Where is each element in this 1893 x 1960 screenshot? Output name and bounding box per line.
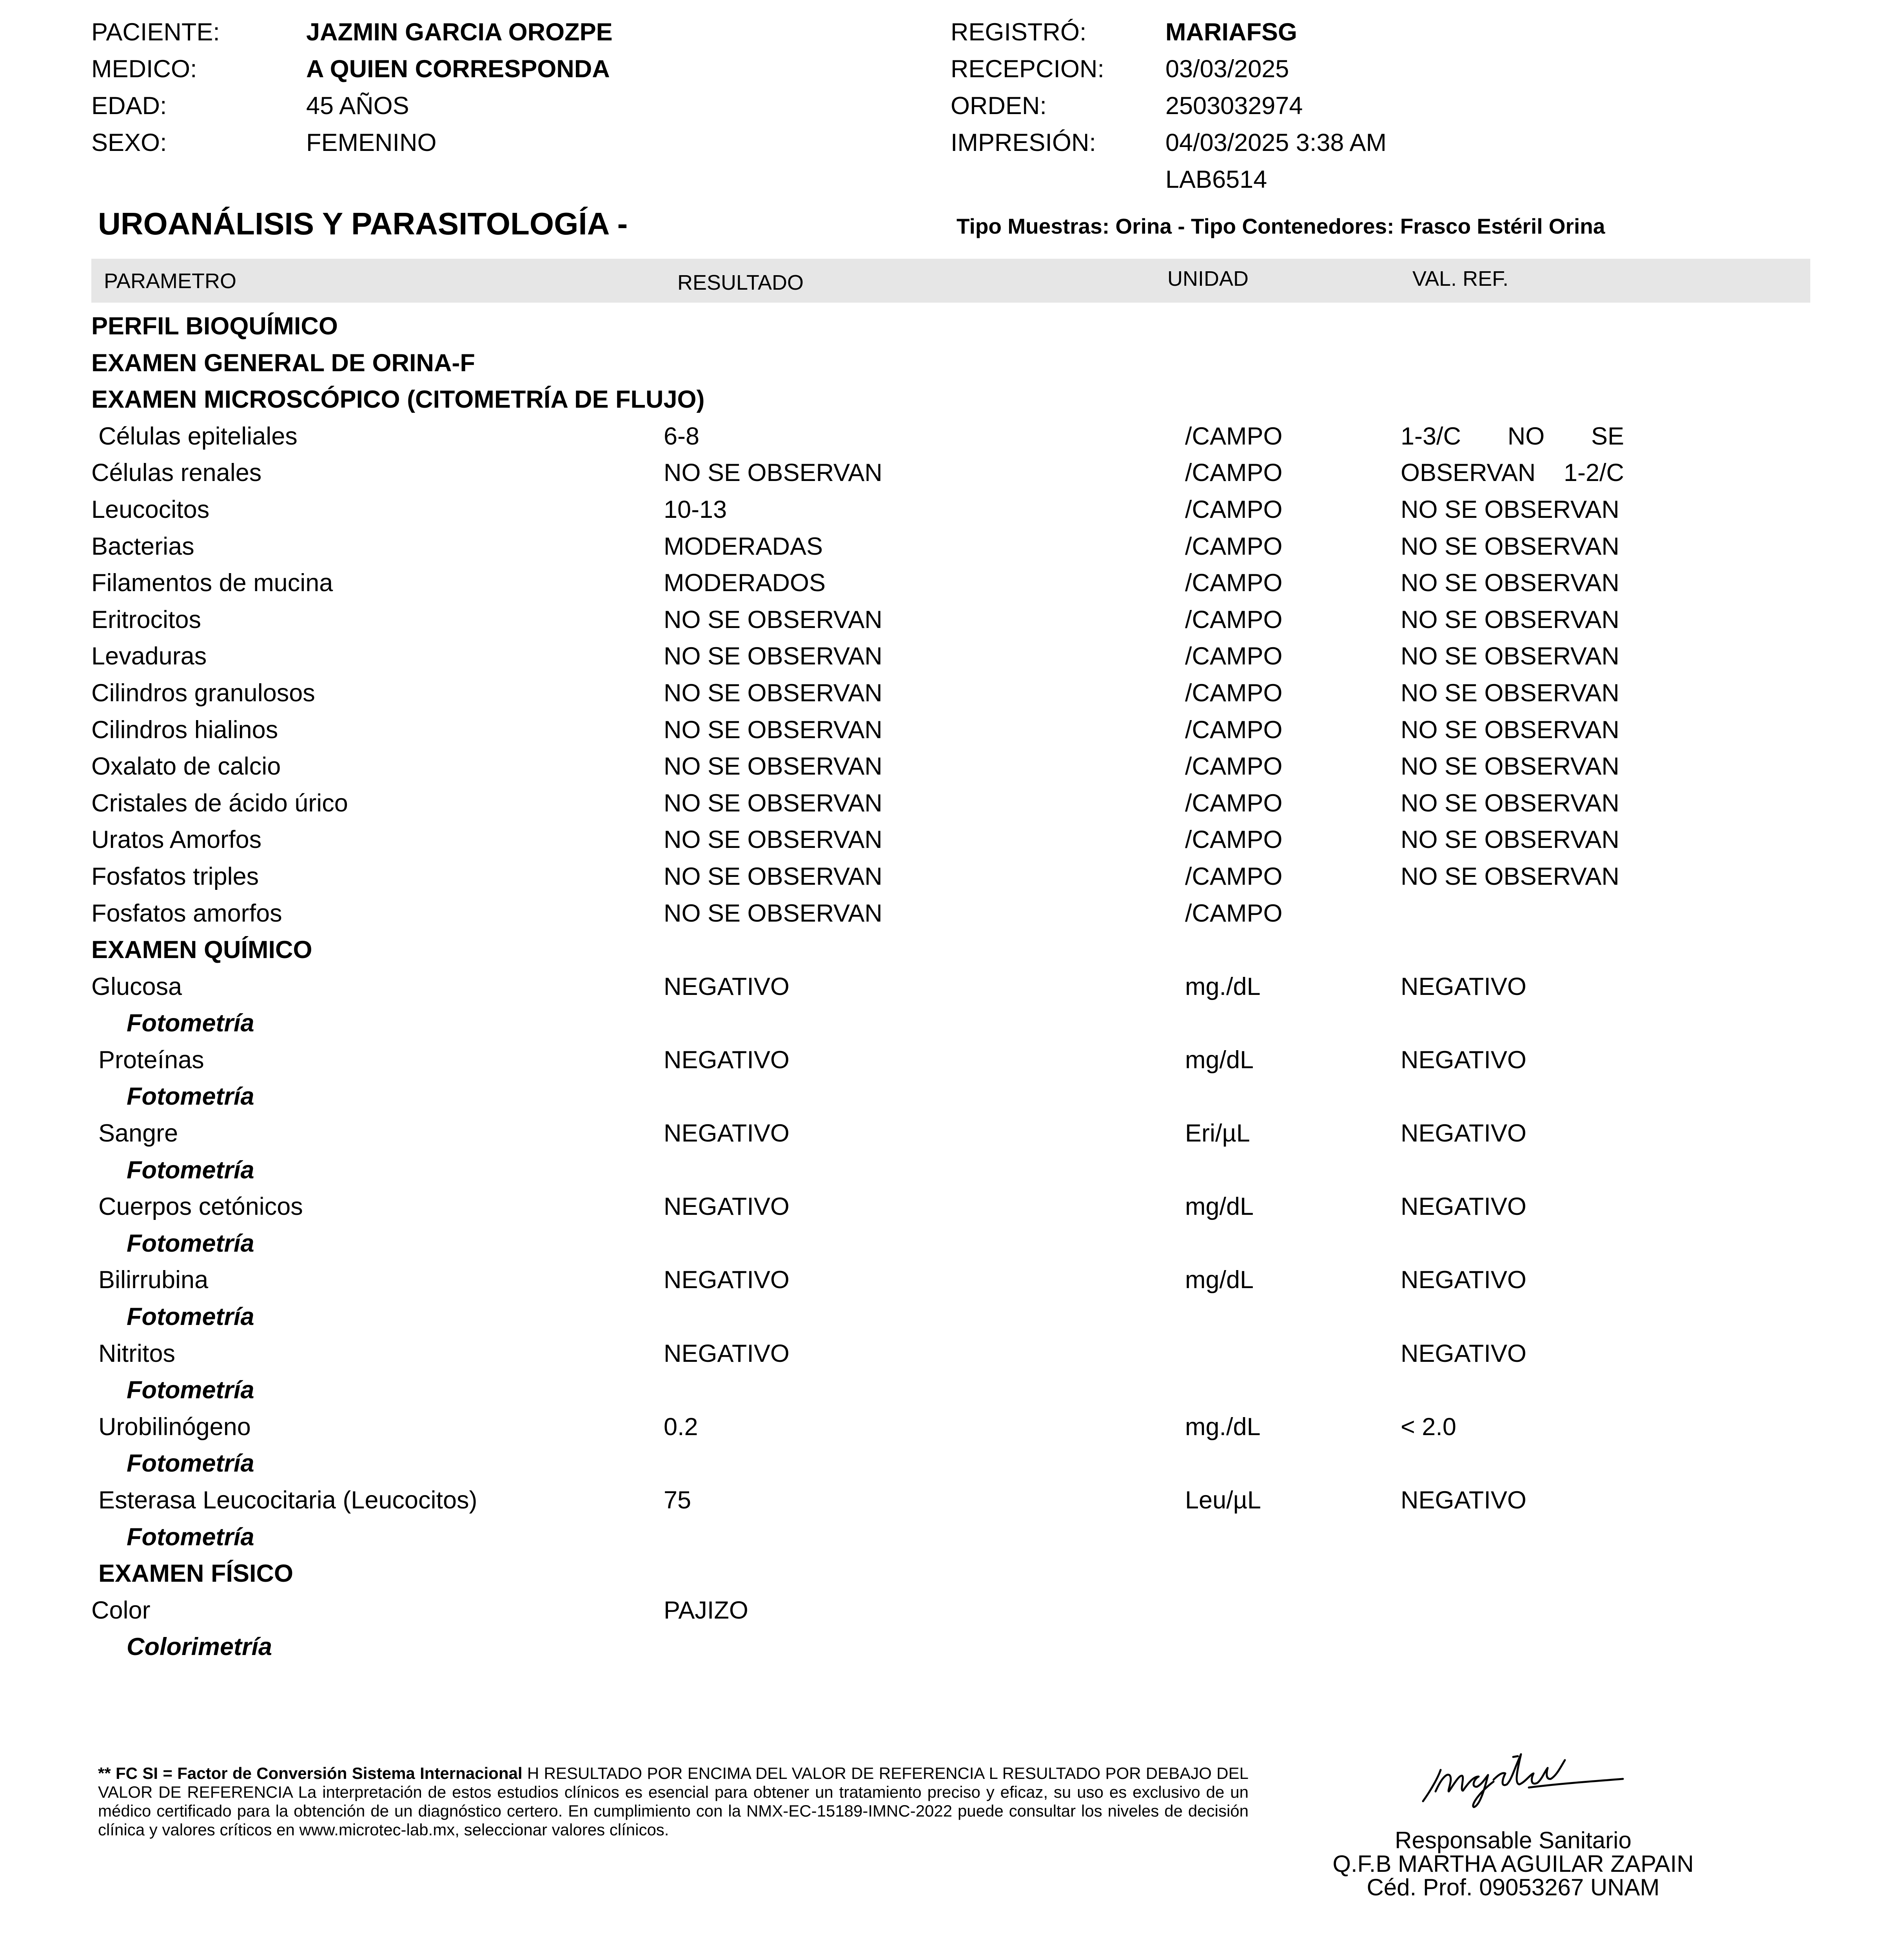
responsible-name: Q.F.B MARTHA AGUILAR ZAPAIN (1332, 1851, 1694, 1877)
table-row (0, 858, 1893, 895)
section-title: EXAMEN QUÍMICO (91, 936, 312, 964)
unit-value: /CAMPO (1185, 899, 1283, 927)
reception-value: 03/03/2025 (1165, 55, 1289, 83)
unit-value: Leu/µL (1185, 1486, 1261, 1514)
parameter-name: Urobilinógeno (98, 1413, 251, 1441)
method-name: Fotometría (127, 1156, 254, 1184)
reference-value: NO SE OBSERVAN (1401, 826, 1619, 854)
section-heading (0, 308, 1893, 345)
signature-graphic (1411, 1733, 1631, 1819)
reference-value: < 2.0 (1401, 1413, 1456, 1441)
parameter-name: Cilindros hialinos (91, 716, 278, 744)
reference-part: 1-2/C (1563, 459, 1624, 487)
result-value: NO SE OBSERVAN (664, 789, 882, 817)
table-row (0, 712, 1893, 749)
reference-part: OBSERVAN (1401, 459, 1536, 487)
reference-value: NO SE OBSERVAN (1401, 569, 1619, 597)
parameter-name: Sangre (98, 1120, 178, 1147)
unit-value: /CAMPO (1185, 606, 1283, 633)
reference-value: NEGATIVO (1401, 1046, 1526, 1074)
parameter-name: Células renales (91, 459, 262, 487)
parameter-name: Levaduras (91, 642, 207, 670)
registered-label: REGISTRÓ: (951, 18, 1087, 46)
table-row (0, 822, 1893, 858)
parameter-name: Eritrocitos (91, 606, 201, 633)
unit-value: mg/dL (1185, 1266, 1254, 1294)
method-name: Fotometría (127, 1083, 254, 1111)
reference-value: NO SE OBSERVAN (1401, 862, 1619, 890)
responsible-block (1286, 1829, 1741, 1899)
table-row (0, 492, 1893, 528)
table-row (0, 895, 1893, 932)
result-value: NEGATIVO (664, 1046, 790, 1074)
unit-value: /CAMPO (1185, 495, 1283, 523)
unit-value: /CAMPO (1185, 422, 1283, 450)
patient-label: PACIENTE: (91, 18, 220, 46)
table-row (0, 418, 1893, 455)
table-row (0, 1189, 1893, 1225)
result-value: NO SE OBSERVAN (664, 459, 882, 487)
reference-value: NO SE OBSERVAN (1401, 716, 1619, 744)
parameter-name: Cilindros granulosos (91, 679, 315, 707)
parameter-name: Glucosa (91, 973, 182, 1000)
section-heading (0, 381, 1893, 418)
result-value: 6-8 (664, 422, 700, 450)
result-value: PAJIZO (664, 1596, 748, 1624)
table-row (0, 675, 1893, 712)
result-value: MODERADAS (664, 532, 823, 560)
result-value: 0.2 (664, 1413, 698, 1441)
table-row (0, 1042, 1893, 1079)
result-value: MODERADOS (664, 569, 826, 597)
table-row (0, 1409, 1893, 1446)
method-row (0, 1152, 1893, 1189)
footnote (98, 1764, 1249, 1839)
unit-value: /CAMPO (1185, 459, 1283, 487)
age-row (91, 87, 797, 124)
parameter-name: Esterasa Leucocitaria (Leucocitos) (98, 1486, 477, 1514)
unit-value: /CAMPO (1185, 679, 1283, 707)
age-value: 45 AÑOS (306, 92, 409, 120)
unit-value: mg./dL (1185, 973, 1261, 1000)
sample-info: Tipo Muestras: Orina - Tipo Contenedores: Frasco Estéril Orina (956, 214, 1605, 238)
unit-value: /CAMPO (1185, 716, 1283, 744)
method-row (0, 1005, 1893, 1042)
method-row (0, 1299, 1893, 1336)
table-row (0, 1115, 1893, 1152)
reference-value: NO SE OBSERVAN (1401, 532, 1619, 560)
col-unit: UNIDAD (1167, 267, 1249, 290)
reference-value: NEGATIVO (1401, 1193, 1526, 1221)
order-row (951, 87, 1656, 124)
print-label: IMPRESIÓN: (951, 129, 1096, 156)
unit-value: /CAMPO (1185, 569, 1283, 597)
report-title: UROANÁLISIS Y PARASITOLOGÍA - (98, 206, 628, 241)
patient-value: JAZMIN GARCIA OROZPE (306, 18, 613, 46)
method-name: Fotometría (127, 1376, 254, 1404)
responsible-role: Responsable Sanitario (1395, 1827, 1632, 1853)
doctor-row (91, 51, 797, 87)
print-row (951, 124, 1656, 161)
parameter-name: Color (91, 1596, 151, 1624)
method-row (0, 1225, 1893, 1262)
reference-part: NO (1507, 422, 1545, 450)
parameter-name: Cuerpos cetónicos (98, 1193, 303, 1221)
result-value: NO SE OBSERVAN (664, 826, 882, 854)
result-value: 75 (664, 1486, 691, 1514)
parameter-name: Bilirrubina (98, 1266, 209, 1294)
section-heading (0, 345, 1893, 382)
order-label: ORDEN: (951, 92, 1047, 120)
unit-value: /CAMPO (1185, 789, 1283, 817)
registered-value: MARIAFSG (1165, 18, 1297, 46)
parameter-name: Leucocitos (91, 495, 210, 523)
doctor-label: MEDICO: (91, 55, 197, 83)
reference-part: 1-3/C (1401, 422, 1461, 450)
reference-value: NEGATIVO (1401, 1120, 1526, 1147)
method-row (0, 1445, 1893, 1482)
method-row (0, 1372, 1893, 1409)
reference-value: NO SE OBSERVAN (1401, 606, 1619, 633)
section-heading (0, 1555, 1893, 1592)
unit-value: mg/dL (1185, 1046, 1254, 1074)
method-row (0, 1629, 1893, 1666)
sex-label: SEXO: (91, 129, 167, 156)
result-value: NO SE OBSERVAN (664, 606, 882, 633)
method-name: Fotometría (127, 1523, 254, 1551)
results-table (0, 308, 1893, 1666)
method-row (0, 1519, 1893, 1556)
reference-value: NEGATIVO (1401, 1266, 1526, 1294)
reference-value: NO SE OBSERVAN (1401, 495, 1619, 523)
registered-row (951, 14, 1656, 51)
doctor-value: A QUIEN CORRESPONDA (306, 55, 610, 83)
reference-value: NO SE OBSERVAN (1401, 789, 1619, 817)
reference-value: NO SE OBSERVAN (1401, 642, 1619, 670)
patient-row (91, 14, 797, 51)
table-row (0, 1592, 1893, 1629)
method-name: Fotometría (127, 1450, 254, 1477)
result-value: NEGATIVO (664, 1266, 790, 1294)
col-param: PARAMETRO (104, 269, 237, 293)
result-value: NO SE OBSERVAN (664, 862, 882, 890)
method-name: Fotometría (127, 1229, 254, 1257)
col-result: RESULTADO (677, 271, 804, 294)
sex-row (91, 124, 797, 161)
responsible-cedula: Céd. Prof. 09053267 UNAM (1367, 1874, 1660, 1900)
sex-value: FEMENINO (306, 129, 437, 156)
method-row (0, 1078, 1893, 1115)
unit-value: /CAMPO (1185, 753, 1283, 780)
result-value: NEGATIVO (664, 1120, 790, 1147)
reference-value (1401, 455, 1624, 492)
result-value: NEGATIVO (664, 973, 790, 1000)
table-row (0, 748, 1893, 785)
reference-value: NEGATIVO (1401, 1486, 1526, 1514)
table-row (0, 1482, 1893, 1519)
table-row (0, 785, 1893, 822)
unit-value: /CAMPO (1185, 532, 1283, 560)
method-name: Colorimetría (127, 1633, 272, 1661)
reference-value: NO SE OBSERVAN (1401, 753, 1619, 780)
parameter-name: Bacterias (91, 532, 194, 560)
lab-code-value: LAB6514 (1165, 166, 1267, 193)
parameter-name: Fosfatos triples (91, 862, 259, 890)
age-label: EDAD: (91, 92, 167, 120)
parameter-name: Proteínas (98, 1046, 204, 1074)
reference-value (1401, 418, 1624, 455)
reference-value: NEGATIVO (1401, 973, 1526, 1000)
unit-value: /CAMPO (1185, 642, 1283, 670)
method-name: Fotometría (127, 1303, 254, 1331)
section-title: EXAMEN MICROSCÓPICO (CITOMETRÍA DE FLUJO) (91, 386, 705, 414)
table-row (0, 638, 1893, 675)
order-value: 2503032974 (1165, 92, 1303, 120)
unit-value: /CAMPO (1185, 826, 1283, 854)
unit-value: mg./dL (1185, 1413, 1261, 1441)
parameter-name: Fosfatos amorfos (91, 899, 282, 927)
unit-value: /CAMPO (1185, 862, 1283, 890)
result-value: NO SE OBSERVAN (664, 716, 882, 744)
table-row (0, 1336, 1893, 1372)
parameter-name: Oxalato de calcio (91, 753, 281, 780)
table-row (0, 602, 1893, 639)
unit-value: Eri/µL (1185, 1120, 1250, 1147)
footnote-bold: ** FC SI = Factor de Conversión Sistema Internacional (98, 1764, 523, 1782)
reference-value: NEGATIVO (1401, 1339, 1526, 1367)
result-value: NO SE OBSERVAN (664, 679, 882, 707)
section-title: PERFIL BIOQUÍMICO (91, 312, 338, 340)
section-heading (0, 932, 1893, 969)
result-value: NEGATIVO (664, 1193, 790, 1221)
method-name: Fotometría (127, 1009, 254, 1037)
lab-code-row (951, 161, 1656, 198)
reference-part: SE (1591, 422, 1624, 450)
result-value: 10-13 (664, 495, 727, 523)
result-value: NO SE OBSERVAN (664, 899, 882, 927)
reception-label: RECEPCION: (951, 55, 1105, 83)
footnote-text: H RESULTADO POR ENCIMA DEL VALOR DE REFERENCIA L RESULTADO POR DEBAJO DEL VALOR DE REFERENCIA La interpretación de estos estudios clínicos es esencial para obtener un tratamiento preciso y eficaz, su uso es exclusivo de un médico certificado para la obtención de un diagnóstico certero. En cumplimiento con la NMX-EC-15189-IMNC-2022 puede consultar los niveles de decisión clínica y valores críticos en www.microtec-lab.mx, seleccionar valores clínicos. (98, 1764, 1249, 1839)
reference-value: NO SE OBSERVAN (1401, 679, 1619, 707)
print-value: 04/03/2025 3:38 AM (1165, 129, 1387, 156)
unit-value: mg/dL (1185, 1193, 1254, 1221)
reception-row (951, 51, 1656, 87)
result-value: NO SE OBSERVAN (664, 642, 882, 670)
column-header-bar (91, 259, 1810, 303)
table-row (0, 455, 1893, 492)
parameter-name: Filamentos de mucina (91, 569, 333, 597)
table-row (0, 1262, 1893, 1299)
table-row (0, 969, 1893, 1005)
table-row (0, 528, 1893, 565)
parameter-name: Células epiteliales (98, 422, 298, 450)
table-row (0, 565, 1893, 602)
result-value: NO SE OBSERVAN (664, 753, 882, 780)
result-value: NEGATIVO (664, 1339, 790, 1367)
parameter-name: Nitritos (98, 1339, 176, 1367)
col-ref: VAL. REF. (1412, 267, 1509, 290)
section-title: EXAMEN GENERAL DE ORINA-F (91, 349, 475, 377)
section-title: EXAMEN FÍSICO (98, 1560, 294, 1588)
parameter-name: Uratos Amorfos (91, 826, 262, 854)
parameter-name: Cristales de ácido úrico (91, 789, 348, 817)
